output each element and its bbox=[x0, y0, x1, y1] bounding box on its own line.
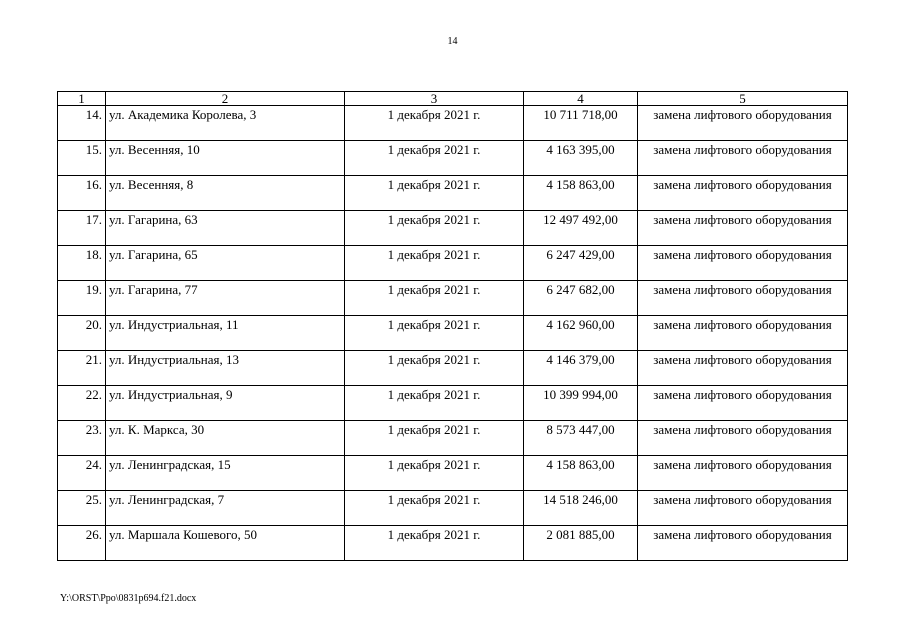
deadline-date-cell: 1 декабря 2021 г. bbox=[345, 351, 524, 386]
column-header: 5 bbox=[638, 92, 848, 106]
work-type-cell: замена лифтового оборудования bbox=[638, 246, 848, 281]
row-number-cell: 21. bbox=[58, 351, 106, 386]
cost-cell: 10 711 718,00 bbox=[524, 106, 638, 141]
row-number-cell: 26. bbox=[58, 526, 106, 561]
column-header: 4 bbox=[524, 92, 638, 106]
table-row bbox=[58, 421, 848, 456]
table-row bbox=[58, 316, 848, 351]
table-row bbox=[58, 246, 848, 281]
table-row bbox=[58, 351, 848, 386]
cost-cell: 4 158 863,00 bbox=[524, 456, 638, 491]
row-number-cell: 14. bbox=[58, 106, 106, 141]
table-row bbox=[58, 526, 848, 561]
work-type-cell: замена лифтового оборудования bbox=[638, 491, 848, 526]
address-cell: ул. Индустриальная, 11 bbox=[106, 316, 345, 351]
row-number-cell: 17. bbox=[58, 211, 106, 246]
table-row bbox=[58, 456, 848, 491]
deadline-date-cell: 1 декабря 2021 г. bbox=[345, 176, 524, 211]
address-cell: ул. Индустриальная, 9 bbox=[106, 386, 345, 421]
row-number-cell: 19. bbox=[58, 281, 106, 316]
cost-cell: 4 162 960,00 bbox=[524, 316, 638, 351]
cost-cell: 14 518 246,00 bbox=[524, 491, 638, 526]
deadline-date-cell: 1 декабря 2021 г. bbox=[345, 386, 524, 421]
cost-cell: 8 573 447,00 bbox=[524, 421, 638, 456]
work-type-cell: замена лифтового оборудования bbox=[638, 526, 848, 561]
table-row bbox=[58, 106, 848, 141]
cost-cell: 6 247 682,00 bbox=[524, 281, 638, 316]
table-row bbox=[58, 141, 848, 176]
work-type-cell: замена лифтового оборудования bbox=[638, 386, 848, 421]
row-number-cell: 25. bbox=[58, 491, 106, 526]
deadline-date-cell: 1 декабря 2021 г. bbox=[345, 526, 524, 561]
table-row bbox=[58, 211, 848, 246]
cost-cell: 12 497 492,00 bbox=[524, 211, 638, 246]
row-number-cell: 24. bbox=[58, 456, 106, 491]
row-number-cell: 23. bbox=[58, 421, 106, 456]
work-type-cell: замена лифтового оборудования bbox=[638, 141, 848, 176]
deadline-date-cell: 1 декабря 2021 г. bbox=[345, 421, 524, 456]
address-cell: ул. Ленинградская, 15 bbox=[106, 456, 345, 491]
work-schedule-table bbox=[57, 91, 848, 561]
cost-cell: 6 247 429,00 bbox=[524, 246, 638, 281]
work-type-cell: замена лифтового оборудования bbox=[638, 106, 848, 141]
address-cell: ул. Индустриальная, 13 bbox=[106, 351, 345, 386]
cost-cell: 2 081 885,00 bbox=[524, 526, 638, 561]
work-type-cell: замена лифтового оборудования bbox=[638, 211, 848, 246]
address-cell: ул. Гагарина, 77 bbox=[106, 281, 345, 316]
deadline-date-cell: 1 декабря 2021 г. bbox=[345, 316, 524, 351]
footer-file-path: Y:\ORST\Ppo\0831p694.f21.docx bbox=[60, 593, 197, 604]
row-number-cell: 16. bbox=[58, 176, 106, 211]
address-cell: ул. Маршала Кошевого, 50 bbox=[106, 526, 345, 561]
row-number-cell: 15. bbox=[58, 141, 106, 176]
column-header: 1 bbox=[58, 92, 106, 106]
deadline-date-cell: 1 декабря 2021 г. bbox=[345, 106, 524, 141]
address-cell: ул. Весенняя, 8 bbox=[106, 176, 345, 211]
page-number: 14 bbox=[447, 36, 458, 47]
work-type-cell: замена лифтового оборудования bbox=[638, 421, 848, 456]
work-type-cell: замена лифтового оборудования bbox=[638, 176, 848, 211]
row-number-cell: 18. bbox=[58, 246, 106, 281]
column-header: 3 bbox=[345, 92, 524, 106]
cost-cell: 10 399 994,00 bbox=[524, 386, 638, 421]
work-type-cell: замена лифтового оборудования bbox=[638, 281, 848, 316]
table-header-row bbox=[58, 92, 848, 106]
work-type-cell: замена лифтового оборудования bbox=[638, 351, 848, 386]
address-cell: ул. Академика Королева, 3 bbox=[106, 106, 345, 141]
deadline-date-cell: 1 декабря 2021 г. bbox=[345, 211, 524, 246]
work-type-cell: замена лифтового оборудования bbox=[638, 456, 848, 491]
address-cell: ул. Весенняя, 10 bbox=[106, 141, 345, 176]
address-cell: ул. Гагарина, 63 bbox=[106, 211, 345, 246]
address-cell: ул. К. Маркса, 30 bbox=[106, 421, 345, 456]
address-cell: ул. Гагарина, 65 bbox=[106, 246, 345, 281]
cost-cell: 4 146 379,00 bbox=[524, 351, 638, 386]
column-header: 2 bbox=[106, 92, 345, 106]
table-row bbox=[58, 176, 848, 211]
deadline-date-cell: 1 декабря 2021 г. bbox=[345, 456, 524, 491]
row-number-cell: 22. bbox=[58, 386, 106, 421]
deadline-date-cell: 1 декабря 2021 г. bbox=[345, 141, 524, 176]
cost-cell: 4 158 863,00 bbox=[524, 176, 638, 211]
deadline-date-cell: 1 декабря 2021 г. bbox=[345, 281, 524, 316]
table-row bbox=[58, 386, 848, 421]
deadline-date-cell: 1 декабря 2021 г. bbox=[345, 246, 524, 281]
deadline-date-cell: 1 декабря 2021 г. bbox=[345, 491, 524, 526]
table-row bbox=[58, 491, 848, 526]
table-row bbox=[58, 281, 848, 316]
address-cell: ул. Ленинградская, 7 bbox=[106, 491, 345, 526]
work-type-cell: замена лифтового оборудования bbox=[638, 316, 848, 351]
cost-cell: 4 163 395,00 bbox=[524, 141, 638, 176]
row-number-cell: 20. bbox=[58, 316, 106, 351]
